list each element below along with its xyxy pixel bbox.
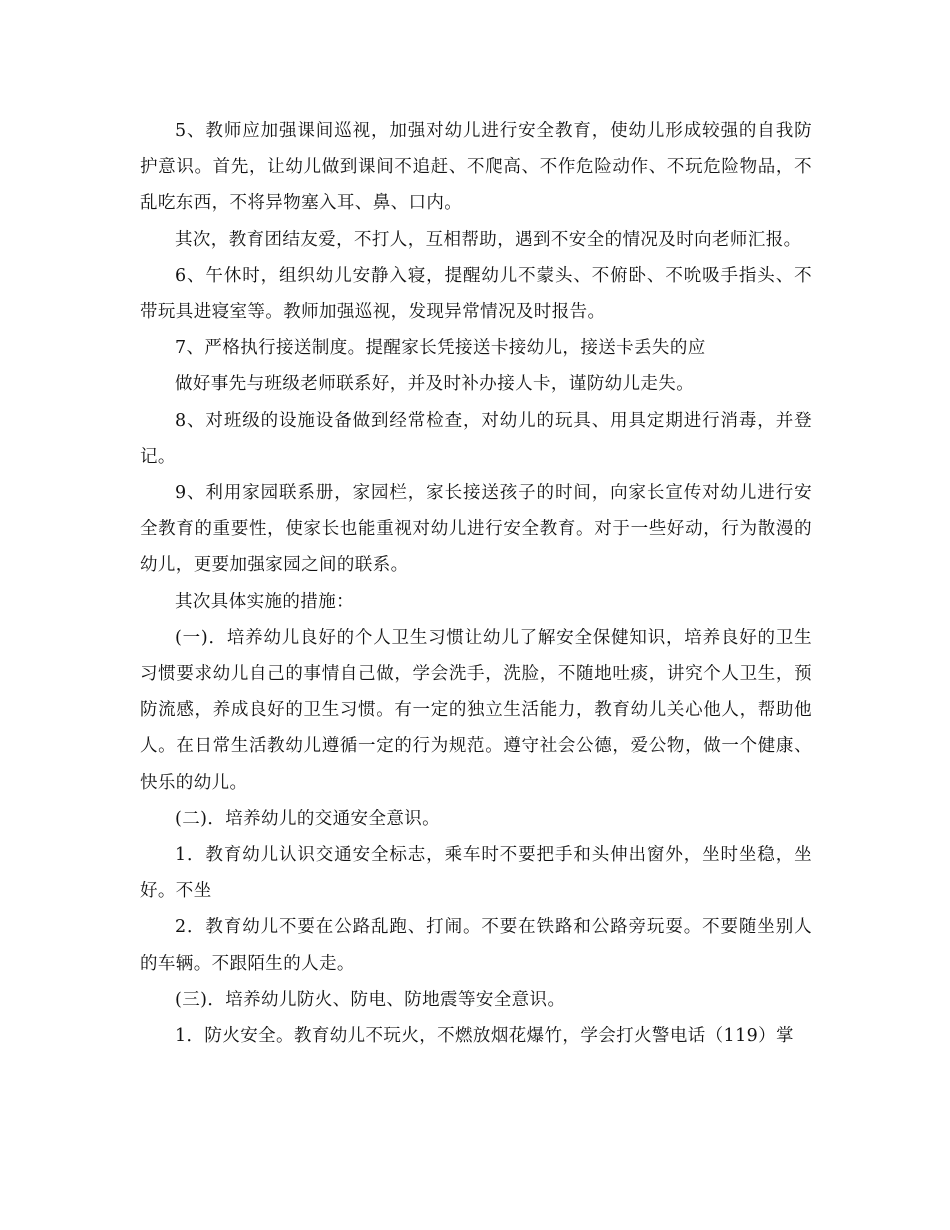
paragraph: 8、对班级的设施设备做到经常检查，对幼儿的玩具、用具定期进行消毒，并登记。 bbox=[140, 410, 812, 467]
paragraph: 2．教育幼儿不要在公路乱跑、打闹。不要在铁路和公路旁玩耍。不要随坐别人的车辆。不跟陌生的人走。 bbox=[140, 917, 812, 974]
paragraph: 6、午休时，组织幼儿安静入寝，提醒幼儿不蒙头、不俯卧、不吮吸手指头、不带玩具进寝室等。教师加强巡视，发现异常情况及时报告。 bbox=[140, 265, 812, 323]
document-body bbox=[140, 113, 812, 1054]
paragraph: 其次，教育团结友爱，不打人，互相帮助，遇到不安全的情况及时向老师汇报。 bbox=[175, 229, 802, 250]
paragraph: 1．防火安全。教育幼儿不玩火，不燃放烟花爆竹，学会打火警电话（119）掌 bbox=[175, 1026, 794, 1047]
paragraph: 7、严格执行接送制度。提醒家长凭接送卡接幼儿，接送卡丢失的应 bbox=[175, 338, 706, 359]
paragraph: 5、教师应加强课间巡视，加强对幼儿进行安全教育，使幼儿形成较强的自我防护意识。首先，让幼儿做到课间不追赶、不爬高、不作危险动作、不玩危险物品，不乱吃东西，不将异物塞入耳、鼻、口内。 bbox=[140, 121, 812, 214]
paragraph: 1．教育幼儿认识交通安全标志，乘车时不要把手和头伸出窗外，坐时坐稳，坐好。不坐 bbox=[140, 845, 812, 902]
paragraph: (三)．培养幼儿防火、防电、防地震等安全意识。 bbox=[175, 989, 566, 1010]
paragraph: (一)．培养幼儿良好的个人卫生习惯让幼儿了解安全保健知识，培养良好的卫生习惯要求幼儿自己的事情自己做，学会洗手，洗脸，不随地吐痰，讲究个人卫生，预防流感，养成良好的卫生习惯。有一定的独立生活能力，教育幼儿关心他人，帮助他人。在日常生活教幼儿遵循一定的行为规范。遵守社会公德，爱公物，做一个健康、快乐的幼儿。 bbox=[140, 627, 812, 793]
paragraph: 其次具体实施的措施： bbox=[175, 591, 354, 612]
paragraph: 做好事先与班级老师联系好，并及时补办接人卡，谨防幼儿走失。 bbox=[175, 374, 695, 395]
paragraph: (二)．培养幼儿的交通安全意识。 bbox=[175, 808, 441, 829]
paragraph: 9、利用家园联系册，家园栏，家长接送孩子的时间，向家长宣传对幼儿进行安全教育的重要性，使家长也能重视对幼儿进行安全教育。对于一些好动，行为散漫的幼儿，更要加强家园之间的联系。 bbox=[140, 483, 812, 576]
